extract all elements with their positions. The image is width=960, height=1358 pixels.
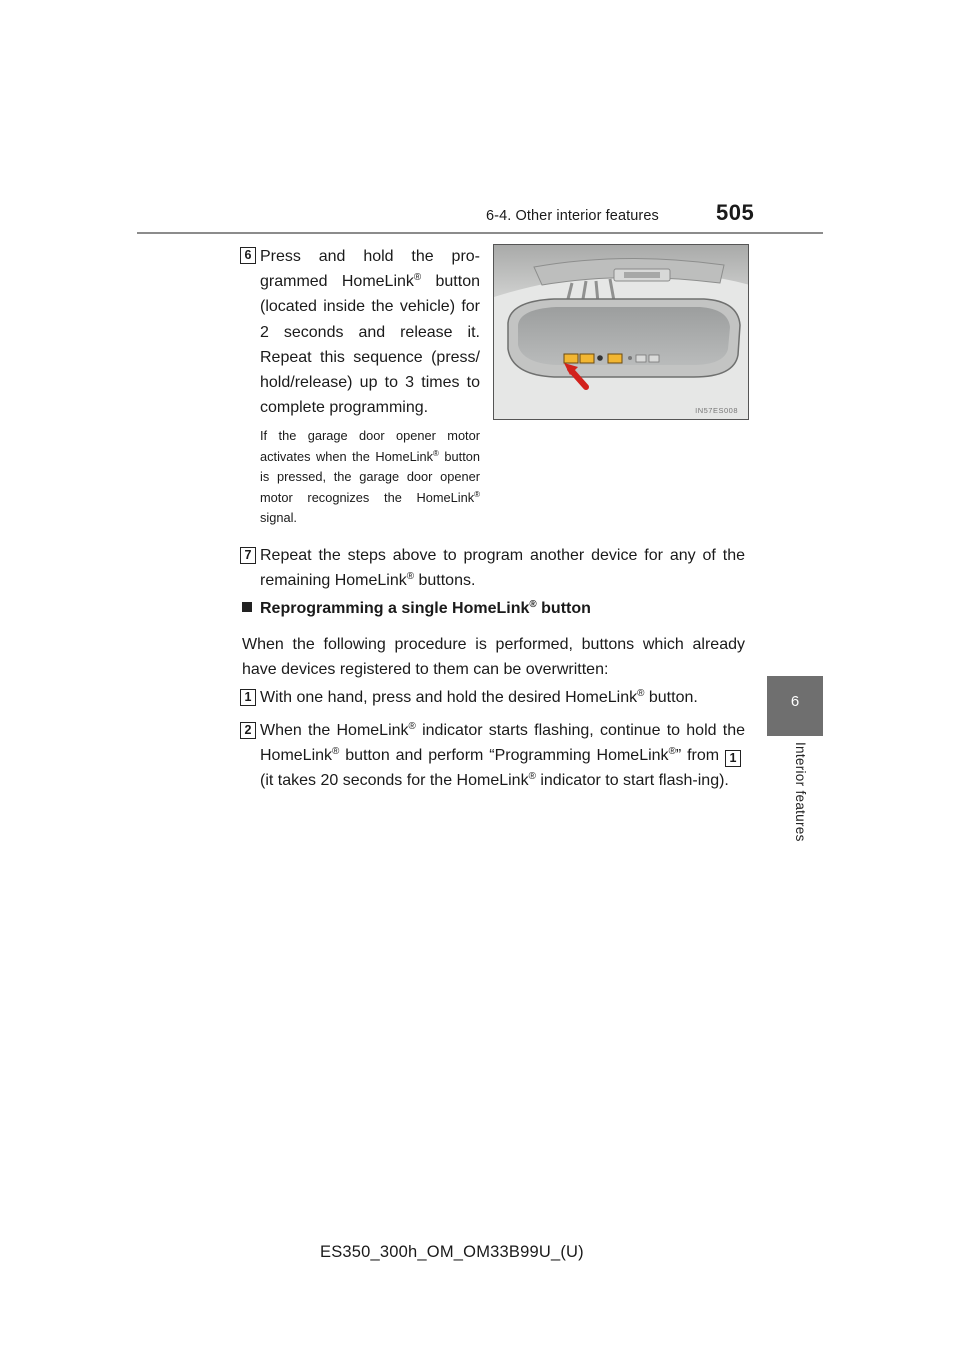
registered-mark: ® — [406, 571, 415, 583]
registered-mark: ® — [433, 448, 439, 458]
step-7-text: Repeat the steps above to program another device for any of the remaining HomeLink® buttons. — [260, 547, 745, 590]
registered-mark: ® — [408, 720, 416, 732]
reprogram-step-2-text: When the HomeLink® indicator starts flashing, continue to hold the HomeLink® button and perform “Programming HomeLink®” from 1 (it takes 20 seconds for the HomeLink® indicator to start flash-ing). — [260, 720, 745, 790]
step-number-6: 6 — [240, 247, 256, 264]
page-number: 505 — [716, 200, 755, 225]
mirror-drawing — [494, 245, 749, 420]
square-bullet-icon — [242, 602, 252, 612]
homelink-mirror-illustration — [493, 244, 749, 420]
section-title: 6-4. Other interior features — [486, 208, 659, 224]
registered-mark: ® — [637, 687, 645, 699]
registered-mark: ® — [413, 272, 422, 284]
homelink-button-row — [564, 354, 659, 363]
step-reference-1: 1 — [725, 750, 741, 767]
chapter-number: 6 — [790, 693, 800, 710]
registered-mark: ® — [332, 746, 340, 758]
registered-mark: ® — [529, 598, 537, 610]
step-6-note: If the garage door opener motor activates when the HomeLink® button is pressed, the garage door opener motor recognizes the HomeLink® signal. — [260, 428, 480, 526]
registered-mark: ® — [668, 746, 676, 758]
chapter-tab — [767, 676, 823, 736]
reprogramming-intro: When the following procedure is performed, buttons which already have devices registered to them can be overwritten: — [242, 636, 745, 679]
reprogramming-heading: Reprogramming a single HomeLink® button — [242, 600, 591, 618]
step-number-7: 7 — [240, 547, 256, 564]
registered-mark: ® — [528, 771, 536, 783]
reprogram-step-number-1: 1 — [240, 689, 256, 706]
step-6-text: Press and hold the pro-grammed HomeLink® button (located inside the vehicle) for 2 seconds and release it. Repeat this sequence (press/ hold/release) up to 3 times to complete programming. — [260, 248, 480, 417]
reprogram-step-number-2: 2 — [240, 722, 256, 739]
document-code: ES350_300h_OM_OM33B99U_(U) — [320, 1243, 584, 1261]
reprogram-step-1-text: With one hand, press and hold the desired HomeLink® button. — [260, 687, 698, 706]
registered-mark: ® — [474, 489, 480, 499]
header-divider — [137, 232, 823, 234]
figure-code: IN57ES008 — [695, 406, 738, 415]
chapter-title: Interior features — [793, 742, 808, 842]
